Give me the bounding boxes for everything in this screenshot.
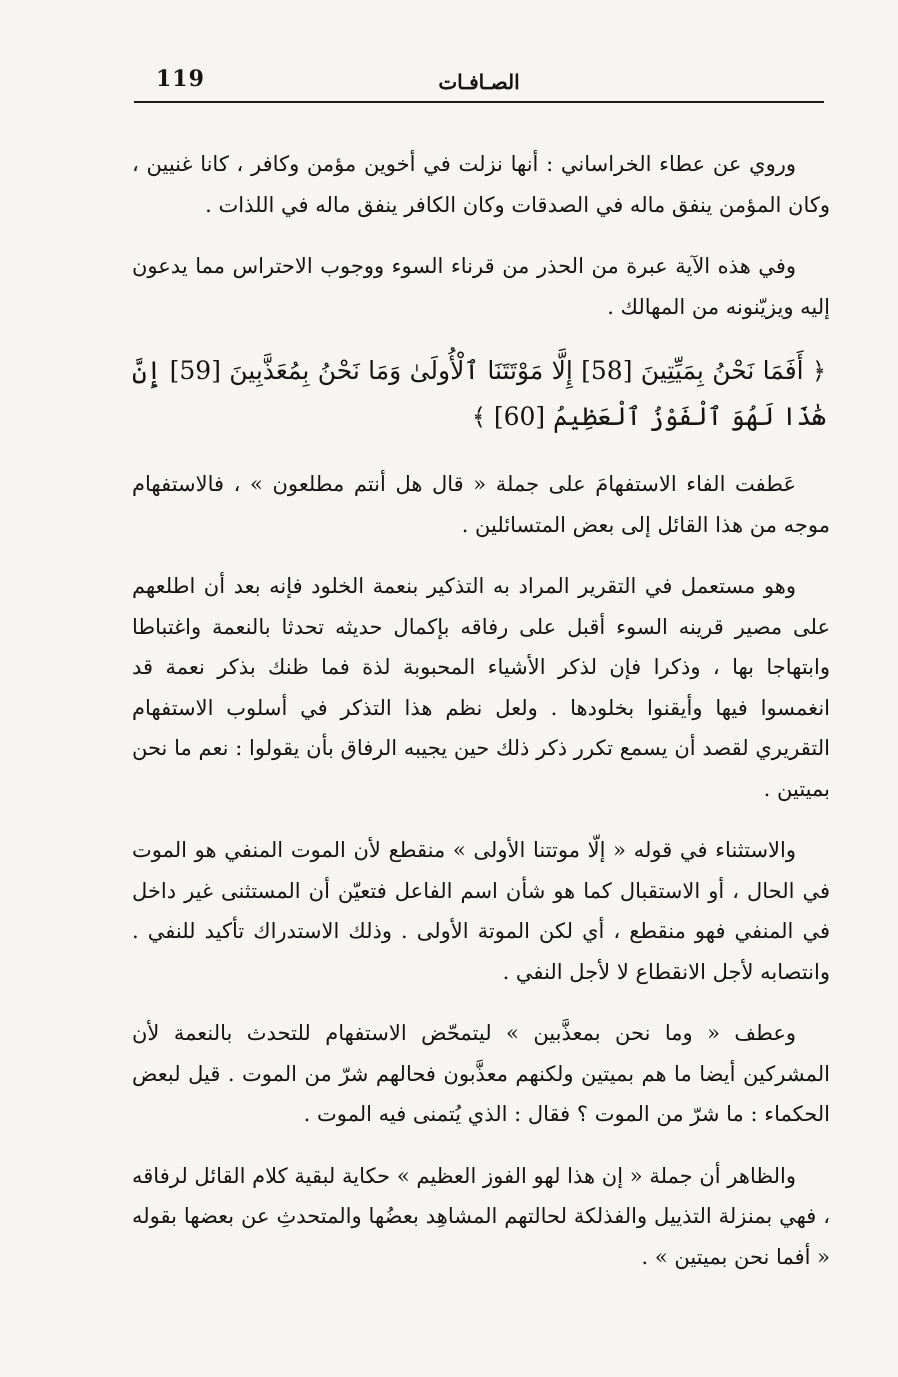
quran-verse-block: [132, 348, 830, 440]
paragraph-ata-narration: وروي عن عطاء الخراساني : أنها نزلت في أخوين مؤمن وكافر ، كانا غنيين ، وكان المؤمن ينفق ماله في الصدقات وكان الكافر ينفق ماله في اللذات .: [132, 152, 830, 217]
paragraph-istithna: والاستثناء في قوله « إلّا موتتنا الأولى » منقطع لأن الموت المنفي هو الموت في الحال ، أو الاستقبال كما هو شأن اسم الفاعل فتعيّن أن المستثنى غير داخل في المنفي فهو منقطع ، أي لكن الموتة الأولى . وذلك الاستدراك تأكيد للنفي . وانتصابه لأجل الانقطاع لا لأجل النفي .: [132, 838, 830, 984]
verse-text: أَفَمَا نَحْنُ بِمَيِّتِينَ [58] إِلَّا مَوْتَتَنَا ٱلْأُولَىٰ وَمَا نَحْنُ بِمُعَذَّبِينَ [59] إِنَّ هَٰذَا لَهُوَ ٱلْفَوْزُ ٱلْعَظِيمُ [60]: [132, 356, 826, 431]
paragraph-fa-conjunction: عَطفت الفاء الاستفهامَ على جملة « قال هل أنتم مطلعون » ، فالاستفهام موجه من هذا القائل إلى بعض المتسائلين .: [132, 472, 830, 537]
page-number: 119: [156, 66, 205, 92]
paragraph-zahir: والظاهر أن جملة « إن هذا لهو الفوز العظيم » حكاية لبقية كلام القائل لرفاقه ، فهي بمنزلة التذييل والفذلكة لحالتهم المشاهِد بعضُها والمتحدثِ عن بعضها بقوله « أفما نحن بميتين » .: [132, 1163, 830, 1269]
paragraph-lesson: وفي هذه الآية عبرة من الحذر من قرناء السوء ووجوب الاحتراس مما يدعون إليه ويزيّنونه من المهالك .: [132, 254, 830, 319]
paragraph-taqrir: وهو مستعمل في التقرير المراد به التذكير بنعمة الخلود فإنه بعد أن اطلعهم على مصير قرينه السوء أقبل على رفاقه بإكمال حديثه تحدثا بالنعمة واغتباطا وابتهاجا بها ، وذكرا فإن لذكر الأشياء المحبوبة لذة فما ظنك بذكر نعمة قد انغمسوا فيها وأيقنوا بخلودها . ولعل نظم هذا التذكر في أسلوب الاستفهام التقريري لقصد أن يسمع تكرر ذكر ذلك حين يجيبه الرفاق بأن يقولوا : نعم ما نحن بميتين .: [132, 574, 831, 801]
page-header: [134, 64, 824, 104]
surah-title: الصـافـات: [438, 70, 520, 94]
verse-open-bracket: ﴿: [811, 357, 826, 385]
paragraph-atf: وعطف « وما نحن بمعذَّبين » ليتمحّض الاستفهام للتحدث بالنعمة لأن المشركين أيضا ما هم بميتين ولكنهم معذَّبون فحالهم شرّ من الموت . قيل لبعض الحكماء : ما شرّ من الموت ؟ فقال : الذي يُتمنى فيه الموت .: [132, 1021, 830, 1126]
verse-close-bracket: ﴾: [471, 403, 486, 431]
page-body: [132, 144, 830, 1298]
header-divider: [134, 101, 824, 103]
